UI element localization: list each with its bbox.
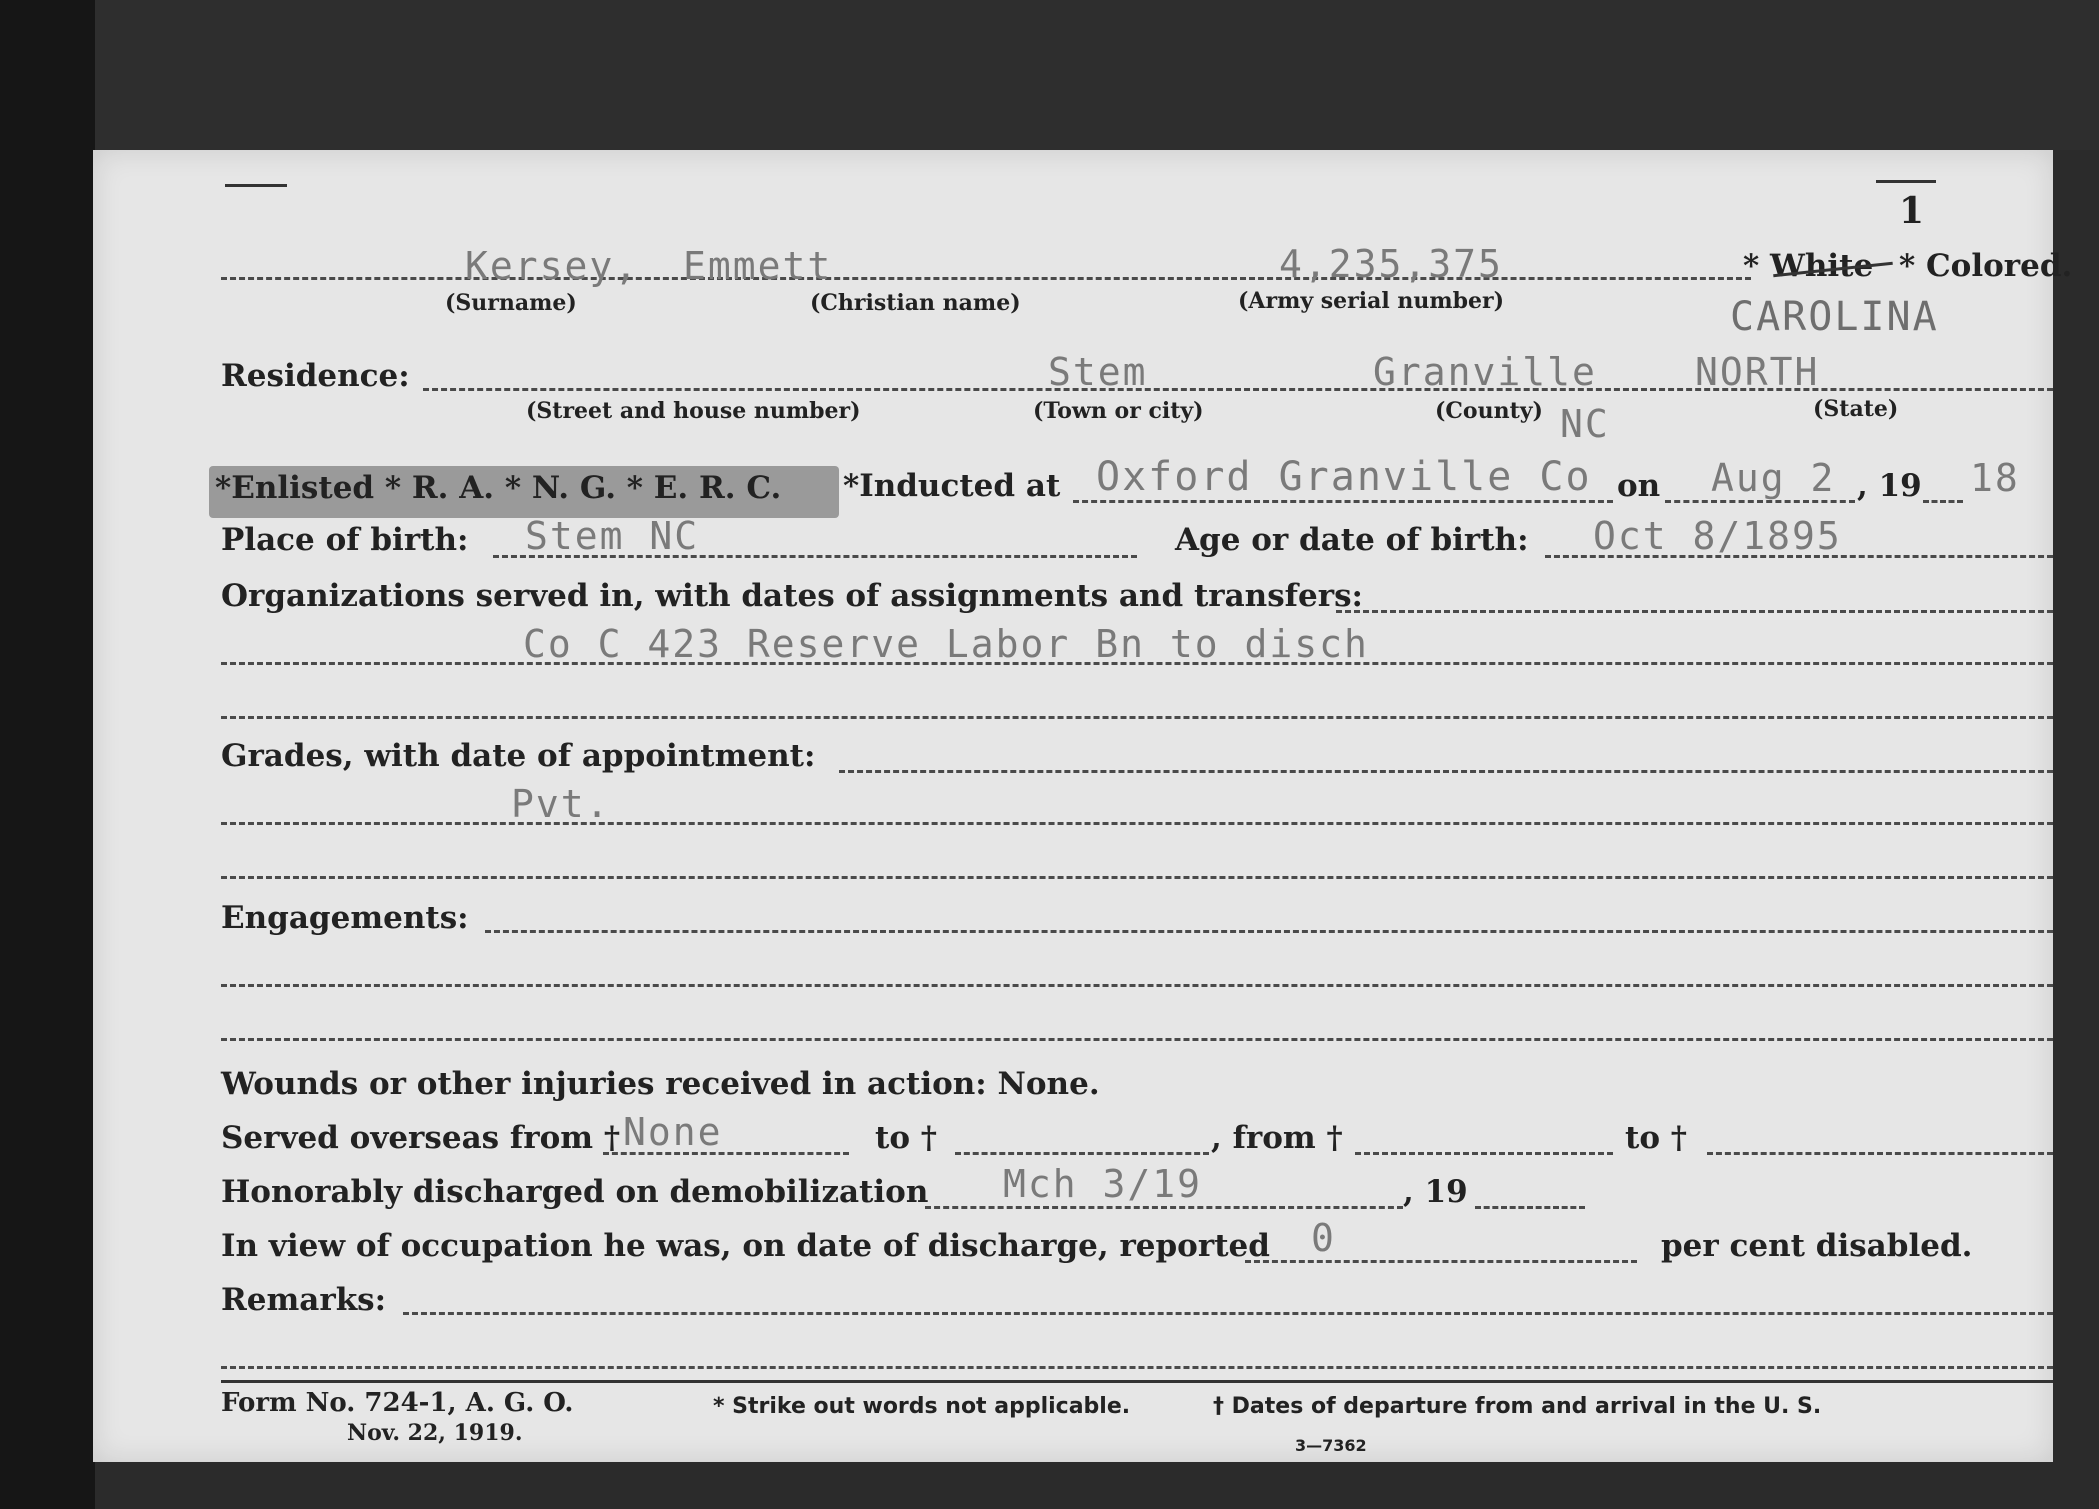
to-label-1: to † (875, 1120, 937, 1156)
inducted-place-value: Oxford Granville Co (1096, 454, 1592, 500)
footer-rule (221, 1380, 2053, 1383)
discharge-line (925, 1206, 1403, 1209)
service-record-card (93, 150, 2073, 1462)
engagements-line-1 (485, 930, 2053, 933)
race-white: * White (1743, 248, 1874, 284)
from-label: , from † (1211, 1120, 1343, 1156)
organizations-line-2 (221, 662, 2053, 665)
overseas-from-line-2 (1355, 1152, 1613, 1155)
grades-line-2 (221, 822, 2053, 825)
organizations-line-3 (221, 716, 2053, 719)
inducted-year-line (1923, 500, 1963, 503)
overseas-to-line-1 (955, 1152, 1209, 1155)
footnote-strike: * Strike out words not applicable. (713, 1394, 1131, 1419)
residence-label: Residence: (221, 358, 410, 394)
overseas-to-line-2 (1707, 1152, 2053, 1155)
caption-county: (County) (1435, 398, 1543, 424)
organizations-value: Co C 423 Reserve Labor Bn to disch (523, 622, 1369, 666)
race-colored: * Colored. (1899, 248, 2073, 284)
discharge-year-line (1475, 1206, 1585, 1209)
state-abbrev-value: NC (1560, 402, 1610, 446)
engagements-line-2 (221, 984, 2053, 987)
page-number: 1 (1899, 190, 1925, 232)
discharge-label: Honorably discharged on demobilization (221, 1174, 929, 1210)
caption-town: (Town or city) (1033, 398, 1204, 424)
county-value: Granville (1373, 350, 1597, 394)
background-top (95, 0, 2099, 150)
disability-line (1245, 1260, 1637, 1263)
name-line (221, 277, 1751, 280)
on-label: on (1617, 468, 1661, 504)
state-value: NORTH (1695, 350, 1820, 394)
inducted-date-line (1665, 500, 1855, 503)
inducted-place-line (1073, 500, 1613, 503)
disability-label: In view of occupation he was, on date of discharge, reported (221, 1228, 1270, 1264)
serial-number-value: 4,235,375 (1279, 242, 1503, 286)
enlisted-options: *Enlisted * R. A. * N. G. * E. R. C. (215, 470, 782, 506)
page-number-rule (1876, 180, 1936, 183)
organizations-line-1 (1336, 610, 2053, 613)
discharge-year-prefix: , 19 (1403, 1174, 1468, 1210)
background-left (0, 0, 95, 1509)
form-number: Form No. 724-1, A. G. O. (221, 1388, 574, 1418)
caption-christian-name: (Christian name) (810, 290, 1021, 316)
footnote-dates: † Dates of departure from and arrival in the U. S. (1213, 1394, 1822, 1419)
overseas-from-value: None (623, 1110, 723, 1154)
christian-name-value: Emmett (683, 244, 833, 288)
wounds-text: Wounds or other injuries received in action: None. (221, 1066, 1100, 1102)
year-prefix: , 19 (1857, 468, 1922, 504)
state-stamp: CAROLINA (1730, 294, 1939, 340)
birthdate-value: Oct 8/1895 (1593, 514, 1842, 558)
print-code: 3—7362 (1295, 1436, 1367, 1455)
remarks-line-2 (221, 1366, 2053, 1369)
organizations-label: Organizations served in, with dates of assignments and transfers: (221, 578, 1363, 614)
form-date: Nov. 22, 1919. (347, 1420, 523, 1446)
engagements-label: Engagements: (221, 900, 469, 936)
disability-value: 0 (1311, 1216, 1336, 1260)
birthdate-label: Age or date of birth: (1175, 522, 1529, 558)
overseas-label: Served overseas from † (221, 1120, 621, 1156)
town-value: Stem (1048, 350, 1148, 394)
remarks-label: Remarks: (221, 1282, 387, 1318)
birthplace-label: Place of birth: (221, 522, 469, 558)
caption-surname: (Surname) (445, 290, 577, 316)
engagements-line-3 (221, 1038, 2053, 1041)
discharge-date-value: Mch 3/19 (1003, 1162, 1203, 1206)
remarks-line-1 (403, 1312, 2053, 1315)
birthplace-value: Stem NC (525, 514, 700, 558)
caption-state: (State) (1813, 396, 1899, 422)
disability-suffix: per cent disabled. (1661, 1228, 1973, 1264)
inducted-year-value: 18 (1970, 456, 2020, 500)
grades-label: Grades, with date of appointment: (221, 738, 816, 774)
grades-line-3 (221, 876, 2053, 879)
inducted-label: *Inducted at (843, 468, 1061, 504)
surname-value: Kersey, (465, 244, 640, 288)
caption-serial-number: (Army serial number) (1238, 288, 1505, 314)
grades-line-1 (839, 770, 2053, 773)
top-left-rule (225, 184, 287, 187)
to-label-2: to † (1625, 1120, 1687, 1156)
inducted-date-value: Aug 2 (1711, 456, 1836, 500)
caption-street: (Street and house number) (526, 398, 861, 424)
grade-value: Pvt. (511, 782, 611, 826)
